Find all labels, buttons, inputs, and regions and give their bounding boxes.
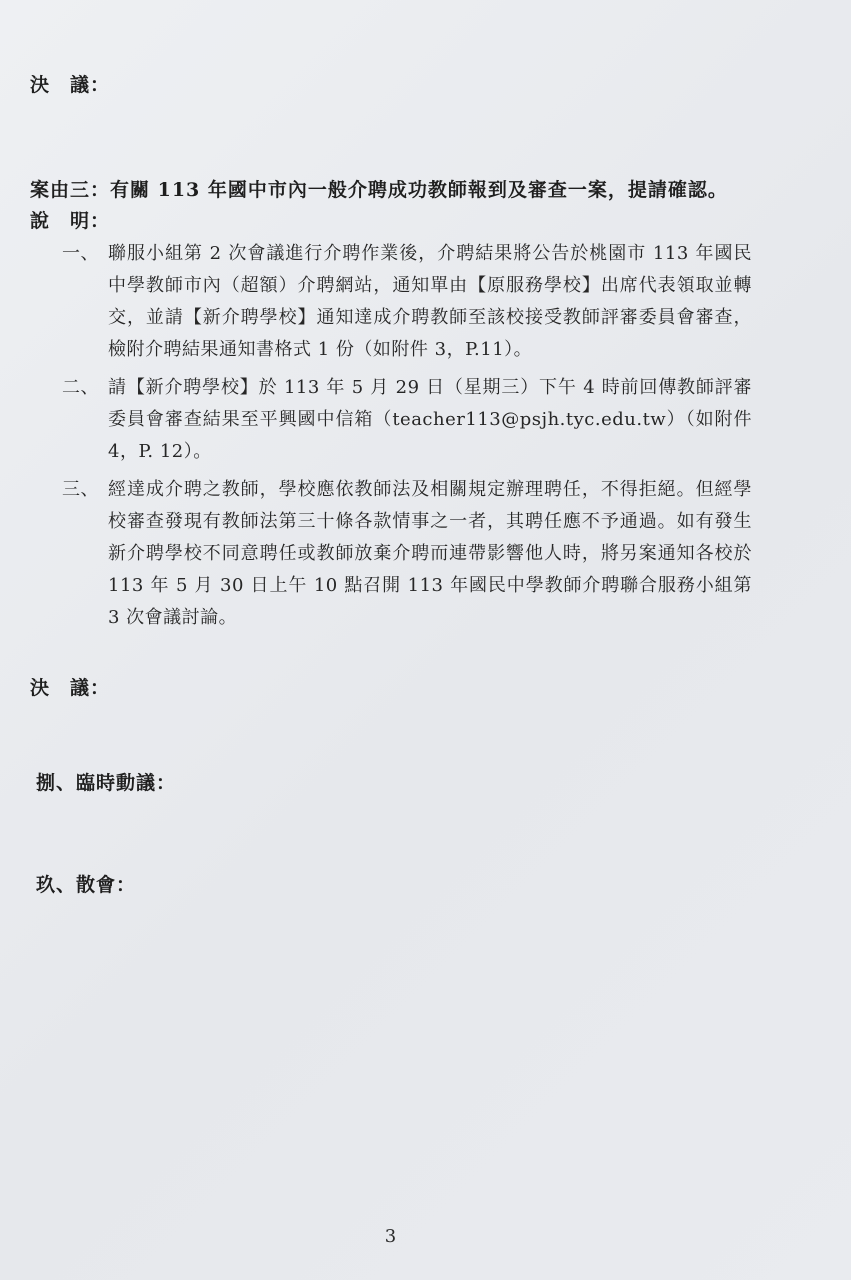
list-item (62, 474, 752, 634)
adjournment-heading: 玖、散會： (36, 874, 137, 896)
list-item (62, 372, 752, 468)
extempore-motions-heading: 捌、臨時動議： (36, 772, 177, 794)
list-item-number: 一、 (62, 243, 99, 264)
case-three-title: 案由三：有關 113 年國中市內一般介聘成功教師報到及審查一案，提請確認。 (30, 179, 728, 201)
resolution-heading-2: 決 議： (30, 677, 111, 699)
list-item-text: 經達成介聘之教師，學校應依教師法及相關規定辦理聘任，不得拒絕。但經學校審查發現有教師法第三十條各款情事之一者，其聘任應不予通過。如有發生新介聘學校不同意聘任或教師放棄介聘而連帶影響他人時，將另案通知各校於 113 年 5 月 30 日上午 10 點召開 113 年國民中學教師介聘聯合服務小組第 3 次會議討論。 (108, 479, 752, 628)
resolution-heading-1: 決 議： (30, 74, 111, 96)
list-item-text: 聯服小組第 2 次會議進行介聘作業後，介聘結果將公告於桃園市 113 年國民中學教師市內（超額）介聘網站，通知單由【原服務學校】出席代表領取並轉交，並請【新介聘學校】通知達成介聘教師至該校接受教師評審委員會審查，檢附介聘結果通知書格式 1 份（如附件 3，P.11）。 (108, 243, 752, 360)
explanation-list (62, 238, 752, 640)
list-item (62, 238, 752, 366)
list-item-number: 二、 (62, 377, 99, 398)
list-item-text: 請【新介聘學校】於 113 年 5 月 29 日（星期三）下午 4 時前回傳教師評審委員會審查結果至平興國中信箱（teacher113@psjh.tyc.edu.tw）（如附件 4，P. 12）。 (108, 377, 752, 462)
list-item-number: 三、 (62, 479, 99, 500)
page-number: 3 (384, 1226, 397, 1247)
explanation-heading: 說 明： (30, 210, 111, 232)
